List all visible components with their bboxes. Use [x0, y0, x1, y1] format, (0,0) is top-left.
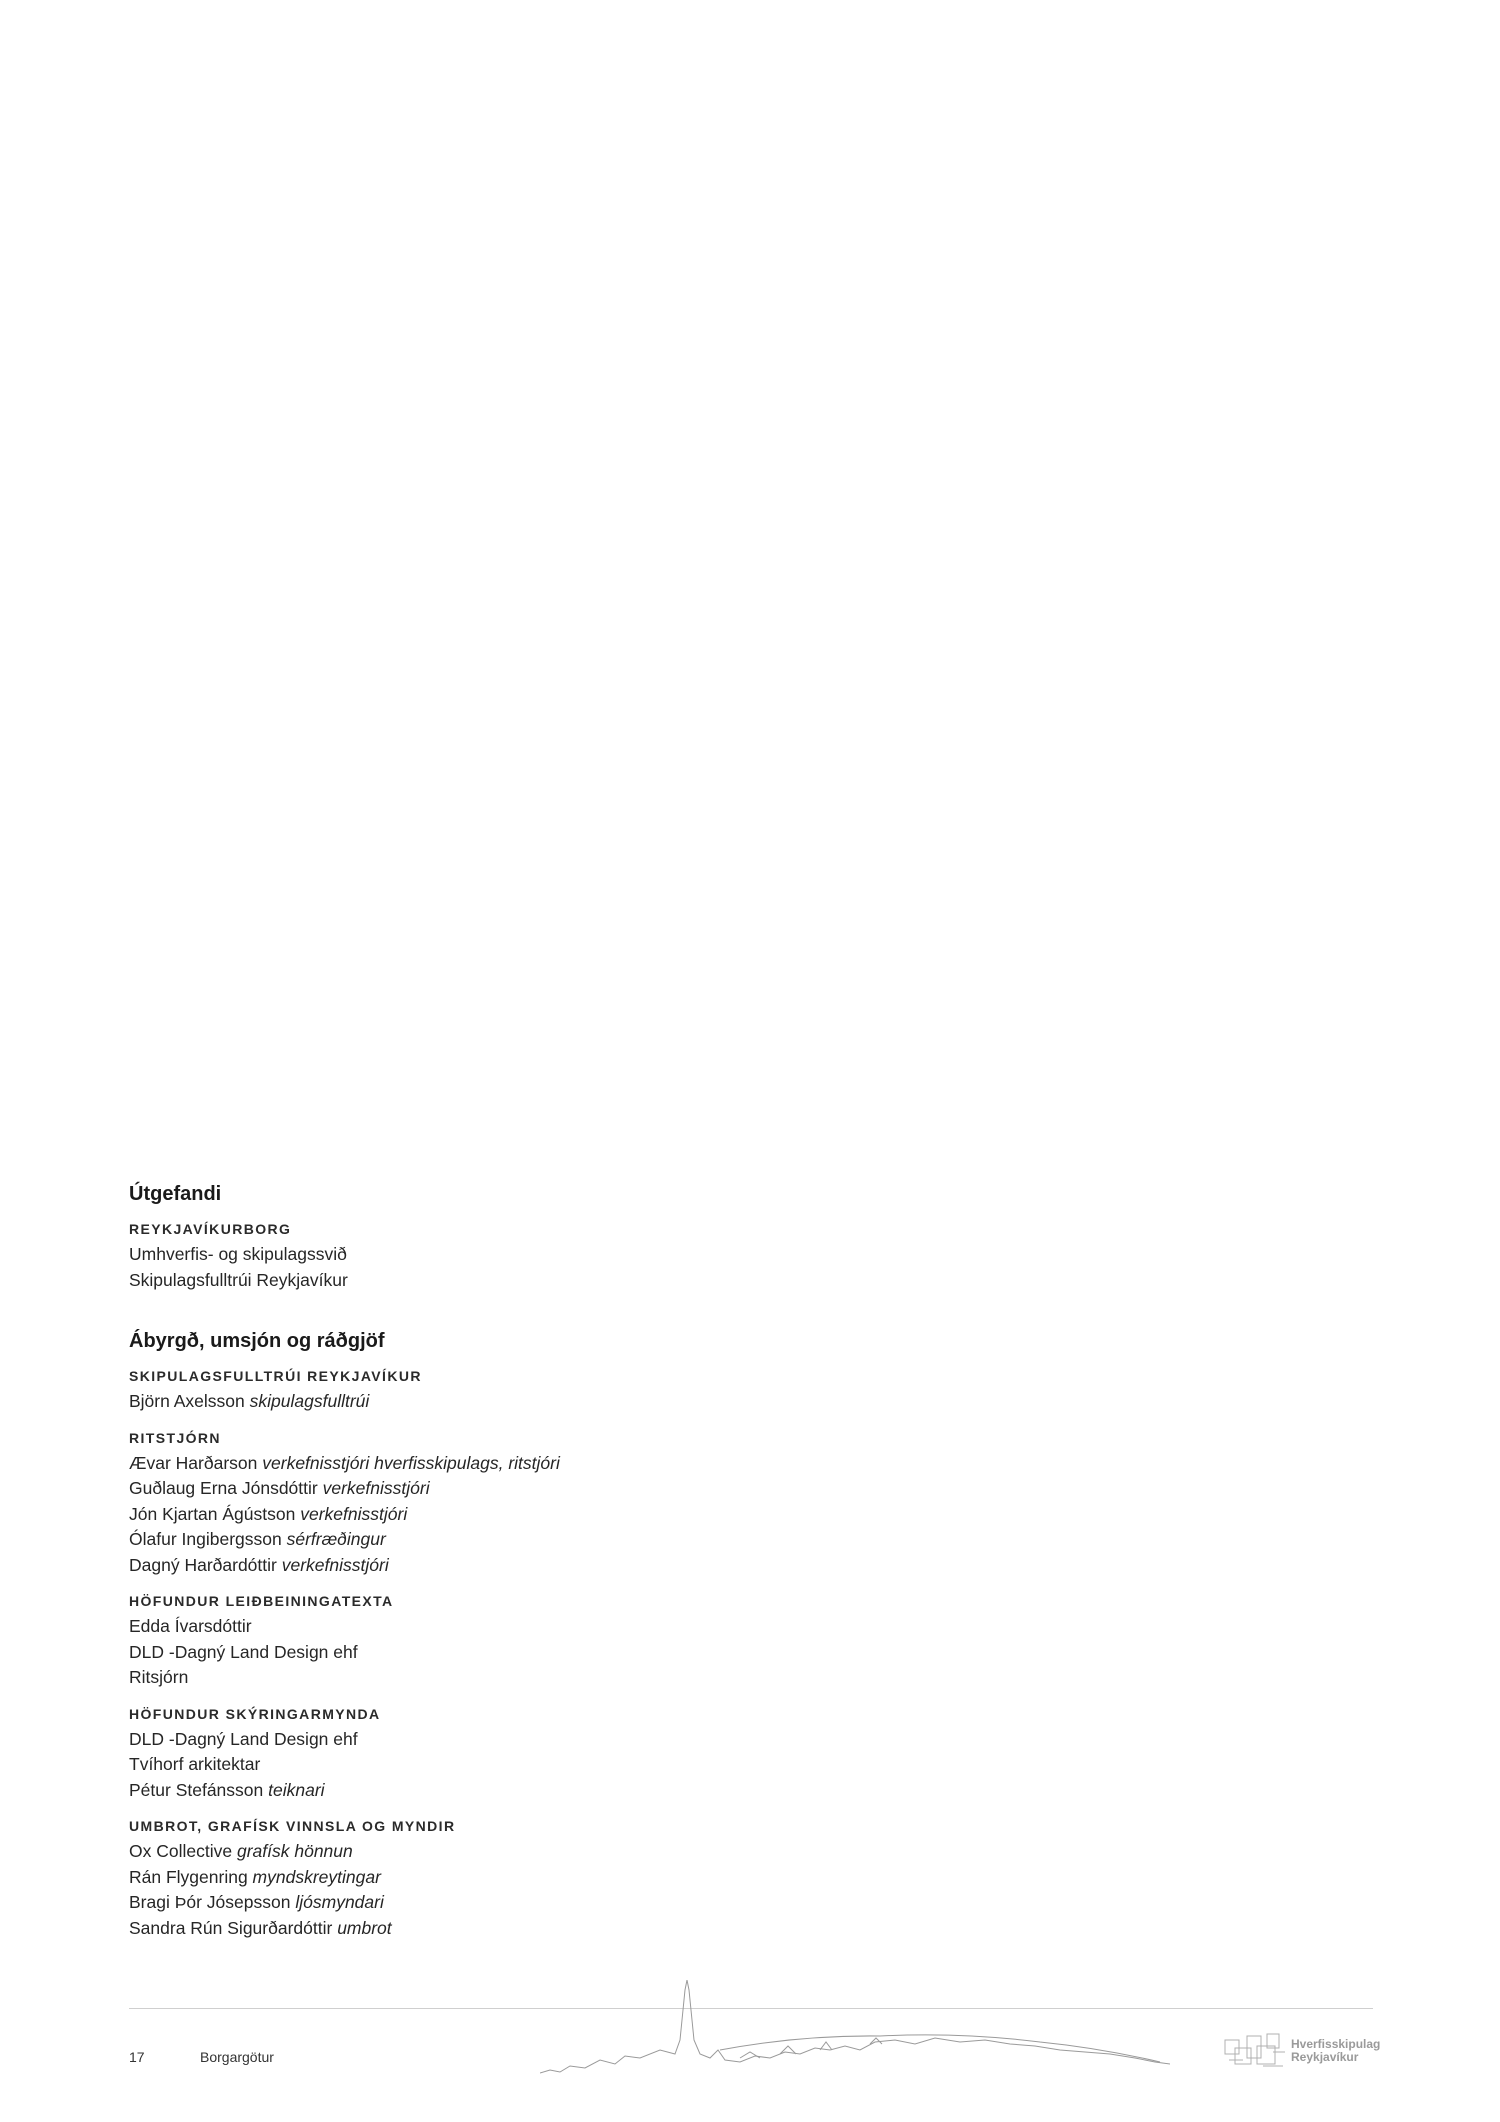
credits-block — [129, 1180, 829, 1953]
publisher-heading: Útgefandi — [129, 1183, 222, 1205]
publisher-section — [129, 1180, 829, 1293]
person-role: verkefnisstjóri — [300, 1503, 408, 1524]
reykjavik-skyline-icon — [540, 1980, 1170, 2080]
credit-group-title: RITSTJÓRN — [129, 1429, 221, 1446]
person-name: Ritsjórn — [129, 1667, 189, 1687]
person-name: Sandra Rún Sigurðardóttir — [129, 1917, 333, 1938]
credit-group-title: HÖFUNDUR SKÝRINGARMYNDA — [129, 1705, 381, 1722]
publisher-org: REYKJAVÍKURBORG — [129, 1221, 292, 1237]
person-name: Ævar Harðarson — [129, 1452, 258, 1473]
document-title: Borgargötur — [200, 2049, 274, 2065]
credit-line — [129, 1778, 829, 1804]
credit-line — [129, 1839, 829, 1865]
credit-groups — [129, 1365, 829, 1941]
person-name: Rán Flygenring — [129, 1866, 248, 1887]
responsibility-section — [129, 1327, 829, 1941]
credit-line — [129, 1752, 829, 1778]
person-name: Ox Collective — [129, 1841, 233, 1861]
person-role: sérfræðingur — [286, 1529, 386, 1549]
person-name: Pétur Stefánsson — [129, 1779, 264, 1800]
person-name: Bragi Þór Jósepsson — [129, 1892, 291, 1912]
person-role: umbrot — [337, 1917, 392, 1938]
person-name: Tvíhorf arkitektar — [129, 1754, 261, 1774]
credit-group-title: HÖFUNDUR LEIÐBEININGATEXTA — [129, 1593, 394, 1609]
credit-line — [129, 1527, 829, 1553]
credit-group — [129, 1365, 829, 1415]
person-name: Edda Ívarsdóttir — [129, 1616, 252, 1636]
credit-line — [129, 1665, 829, 1691]
person-name: Dagný Harðardóttir — [129, 1554, 277, 1575]
credit-group — [129, 1703, 829, 1804]
person-name: DLD -Dagný Land Design ehf — [129, 1728, 358, 1749]
person-role: grafísk hönnun — [236, 1841, 353, 1861]
credit-line — [129, 1727, 829, 1753]
credit-line — [129, 1502, 829, 1528]
person-name: Björn Axelsson — [129, 1391, 245, 1411]
person-name: Guðlaug Erna Jónsdóttir — [129, 1478, 318, 1498]
hverfisskipulag-logo-icon — [1223, 2030, 1289, 2070]
credit-group-title: SKIPULAGSFULLTRÚI REYKJAVÍKUR — [129, 1368, 422, 1384]
credit-line — [129, 1890, 829, 1916]
person-role: ljósmyndari — [295, 1892, 384, 1912]
person-role: verkefnisstjóri — [322, 1478, 430, 1498]
publisher-line: Skipulagsfulltrúi Reykjavíkur — [129, 1269, 348, 1290]
person-role: teiknari — [268, 1779, 325, 1800]
credit-line — [129, 1553, 829, 1579]
credit-group-title: UMBROT, GRAFÍSK VINNSLA OG MYNDIR — [129, 1818, 456, 1834]
person-role: verkefnisstjóri hverfisskipulags, ritstjóri — [262, 1452, 560, 1473]
person-role: verkefnisstjóri — [281, 1554, 389, 1575]
credit-group — [129, 1590, 829, 1691]
person-name: DLD -Dagný Land Design ehf — [129, 1641, 358, 1662]
publisher-line: Umhverfis- og skipulagssvið — [129, 1244, 347, 1264]
credit-line — [129, 1389, 829, 1415]
person-name: Jón Kjartan Ágústson — [129, 1503, 296, 1524]
credit-line — [129, 1476, 829, 1502]
credit-line — [129, 1614, 829, 1640]
credit-line — [129, 1640, 829, 1666]
person-role: skipulagsfulltrúi — [249, 1391, 370, 1411]
credit-line — [129, 1451, 829, 1477]
person-role: myndskreytingar — [252, 1866, 381, 1887]
logo-line-2: Reykjavíkur — [1291, 2050, 1359, 2064]
credit-line — [129, 1916, 829, 1942]
logo-text — [1291, 2038, 1380, 2064]
credit-group — [129, 1815, 829, 1941]
credit-line — [129, 1865, 829, 1891]
page-number: 17 — [129, 2049, 145, 2065]
person-name: Ólafur Ingibergsson — [129, 1529, 282, 1549]
logo-line-1: Hverfisskipulag — [1291, 2037, 1381, 2051]
credit-group — [129, 1427, 829, 1579]
responsibility-heading: Ábyrgð, umsjón og ráðgjöf — [129, 1330, 385, 1352]
